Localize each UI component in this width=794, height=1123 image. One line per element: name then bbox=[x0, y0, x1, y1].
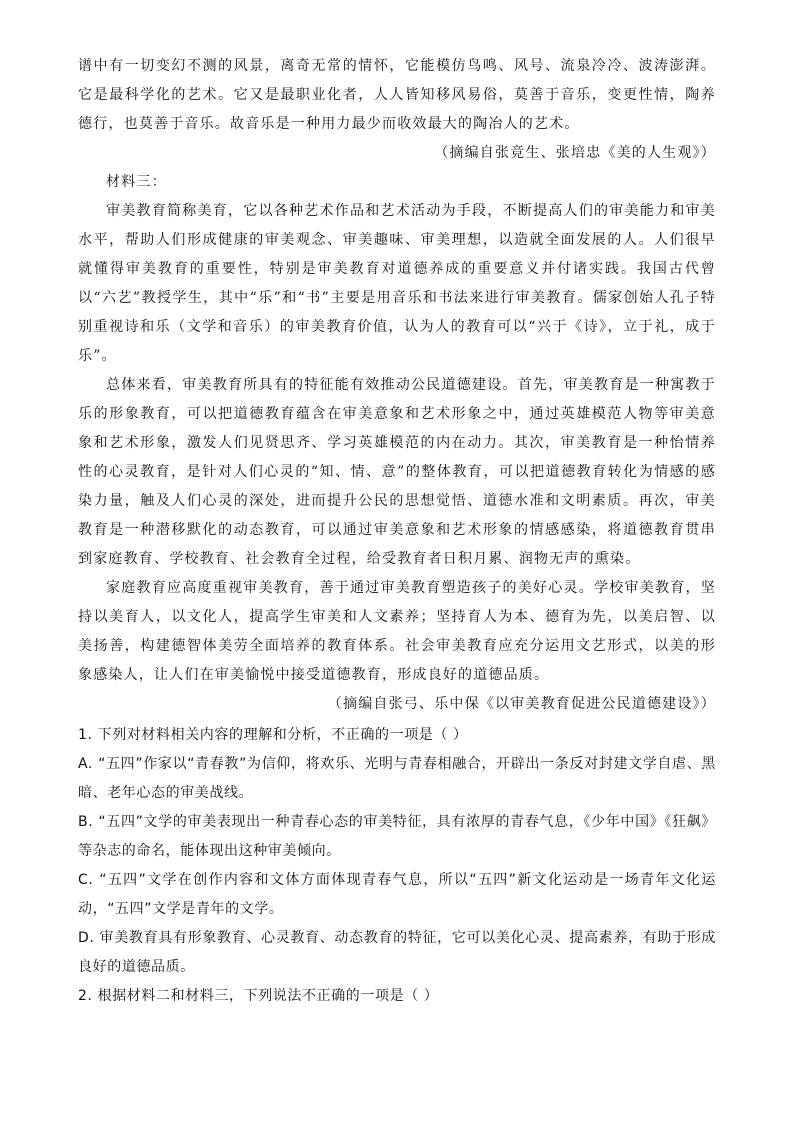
question-1-option-a: A. “五四”作家以“青春教”为信仰，将欢乐、光明与青春相融合，开辟出一条反对封建文学自虐、黑暗、老年心态的审美战线。 bbox=[78, 756, 716, 801]
question-1-option-d: D. 审美教育具有形象教育、心灵教育、动态教育的特征，它可以美化心灵、提高素养，有助于形成良好的道德品质。 bbox=[78, 930, 716, 975]
material3-source: （摘编自张弓、乐中保《以审美教育促进公民道德建设》） bbox=[327, 696, 716, 712]
material2-source: （摘编自张竞生、张培忠《美的人生观》） bbox=[434, 145, 716, 161]
material3-paragraph-1: 审美教育简称美育，它以各种艺术作品和艺术活动为手段，不断提高人们的审美能力和审美水平，帮助人们形成健康的审美观念、审美趣味、审美理想，以造就全面发展的人。人们很早就懂得审美教育的重要性，特别是审美教育对道德养成的重要意义并付诸实践。我国古代曾以“六艺”教授学生，其中“乐”和“书”主要是用音乐和书法来进行审美教育。儒家创始人孔子特别重视诗和乐（文学和音乐）的审美教育价值，认为人的教育可以“兴于《诗》，立于礼，成于乐”。 bbox=[78, 203, 716, 364]
question-1-option-c: C. “五四”文学在创作内容和文体方面体现青春气息，所以“五四”新文化运动是一场青年文化运动，“五四”文学是青年的文学。 bbox=[78, 872, 716, 917]
material3-paragraph-3: 家庭教育应高度重视审美教育，善于通过审美教育塑造孩子的美好心灵。学校审美教育，坚持以美育人，以文化人，提高学生审美和人文素养；坚持育人为本、德育为先，以美启智、以美扬善，构建德智体美劳全面培养的教育体系。社会审美教育应充分运用文艺形式，以美的形象感染人，让人们在审美愉悦中接受道德教育，形成良好的道德品质。 bbox=[78, 580, 716, 683]
question-1-stem: 1. 下列对材料相关内容的理解和分析，不正确的一项是（ ） bbox=[78, 727, 468, 743]
question-2-stem: 2. 根据材料二和材料三，下列说法不正确的一项是（ ） bbox=[78, 988, 439, 1004]
material3-paragraph-2: 总体来看，审美教育所具有的特征能有效推动公民道德建设。首先，审美教育是一种寓教于乐的形象教育，可以把道德教育蕴含在审美意象和艺术形象之中，通过英雄模范人物等审美意象和艺术形象，激发人们见贤思齐、学习英雄模范的内在动力。其次，审美教育是一种怡情养性的心灵教育，是针对人们心灵的“知、情、意”的整体教育，可以把道德教育转化为情感的感染力量，触及人们心灵的深处，进而提升公民的思想觉悟、道德水准和文明素质。再次，审美教育是一种潜移默化的动态教育，可以通过审美意象和艺术形象的情感感染，将道德教育贯串到家庭教育、学校教育、社会教育全过程，给受教育者日积月累、润物无声的熏染。 bbox=[78, 377, 716, 567]
question-1-option-b: B. “五四”文学的审美表现出一种青春心态的审美特征，具有浓厚的青春气息，《少年中国》《狂飙》等杂志的命名，能体现出这种审美倾向。 bbox=[78, 814, 716, 859]
material3-label: 材料三： bbox=[106, 174, 167, 190]
material2-text: 谱中有一切变幻不测的风景，离奇无常的情怀，它能模仿鸟鸣、风号、流泉冷冷、波涛澎湃。它是最科学化的艺术。它又是最职业化者，人人皆知移风易俗，莫善于音乐，变更性情，陶养德行，也莫善于音乐。故音乐是一种用力最少而收效最大的陶冶人的艺术。 bbox=[78, 58, 716, 132]
